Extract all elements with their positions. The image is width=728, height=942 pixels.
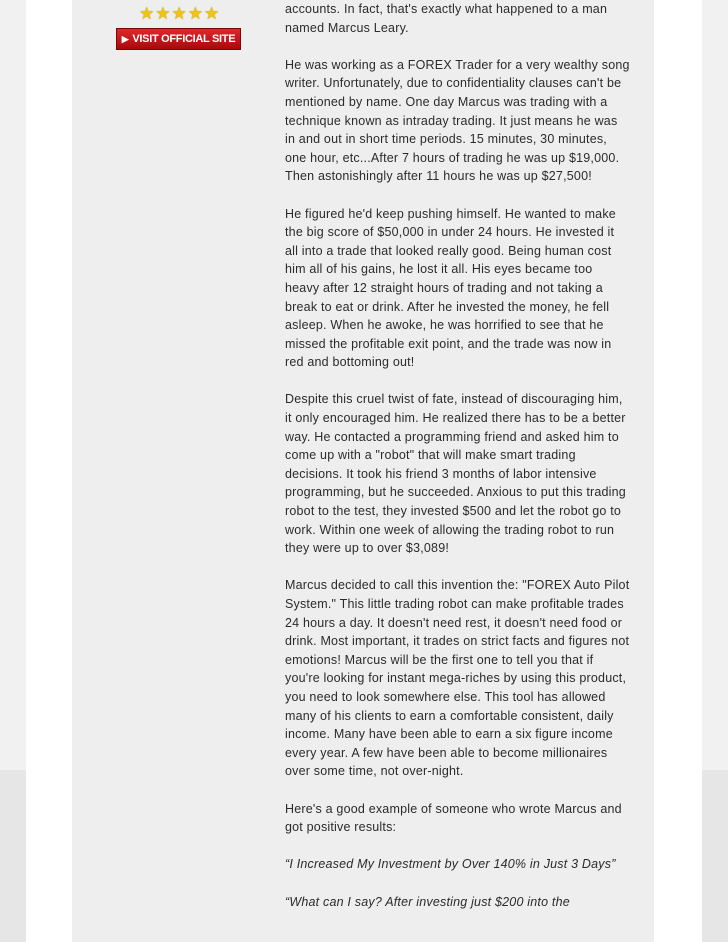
testimonial-quote: “What can I say? After investing just $200 into the [285,894,570,909]
testimonial-headline: “I Increased My Investment by Over 140% in Just 3 Days” [285,857,616,872]
left-margin [0,0,26,942]
paragraph: accounts. In fact, that's exactly what happened to a man named Marcus Leary. [285,2,608,35]
right-margin [702,0,728,942]
star-icon: ★ [139,4,155,23]
arrow-right-icon: ▶ [121,33,129,44]
star-icon: ★ [204,4,220,23]
star-rating [139,5,219,22]
paragraph: Here's a good example of someone who wrote Marcus and got positive results: [285,801,622,835]
paragraph: He figured he'd keep pushing himself. He wanted to make the big score of $50,000 in under 24 hours. He invested it all into a trade that looked really good. Being human cost him all of his gains, he lost it all. His eyes became too heavy after 12 straight hours of trading and not taking a break to eat or drink. After he invested the money, he fell asleep. When he awoke, he was horrified to see that he missed the profitable exit point, and the trade was now in red and bottoming out! [285,206,616,370]
star-icon: ★ [187,4,203,23]
paragraph: Marcus decided to call this invention the: "FOREX Auto Pilot System." This little trading robot can make profitable trades 24 hours a day. It doesn't need rest, it doesn't need food or drink. Most important, it trades on strict facts and figures not emotions! Marcus will be the first one to tell you that if you're looking for instant mega-riches by using this product, you need to look somewhere else. This tool has allowed many of his clients to earn a comfortable consistent, daily income. Many have been able to earn a six figure income every year. A few have been able to become millionaires over some time, not over-night. [285,578,630,779]
paragraph: Despite this cruel twist of fate, instead of discouraging him, it only encouraged him. He realized there has to be a better way. He contacted a programming friend and asked him to come up with a "robot" that will make smart trading decisions. It took his friend 3 months of labor intensive programming, but he succeeded. Anxious to put this trading robot to the test, they invested $500 and let the robot go to work. Within one week of allowing the trading robot to run they were up to over $3,089! [285,392,626,556]
star-icon: ★ [155,4,171,23]
paragraph: He was working as a FOREX Trader for a very wealthy song writer. Unfortunately, due to confidentiality clauses can't be mentioned by name. One day Marcus was trading with a technique known as intraday trading. It just means he was in and out in short time periods. 15 minutes, 30 minutes, one hour, etc...After 7 hours of trading he was up $19,000. Then astonishingly after 11 hours he was up $27,500! [285,57,630,184]
visit-official-site-label: VISIT OFFICIAL SITE [132,33,236,45]
star-icon: ★ [171,4,187,23]
visit-official-site-button[interactable] [116,28,241,50]
article-body [285,0,630,930]
